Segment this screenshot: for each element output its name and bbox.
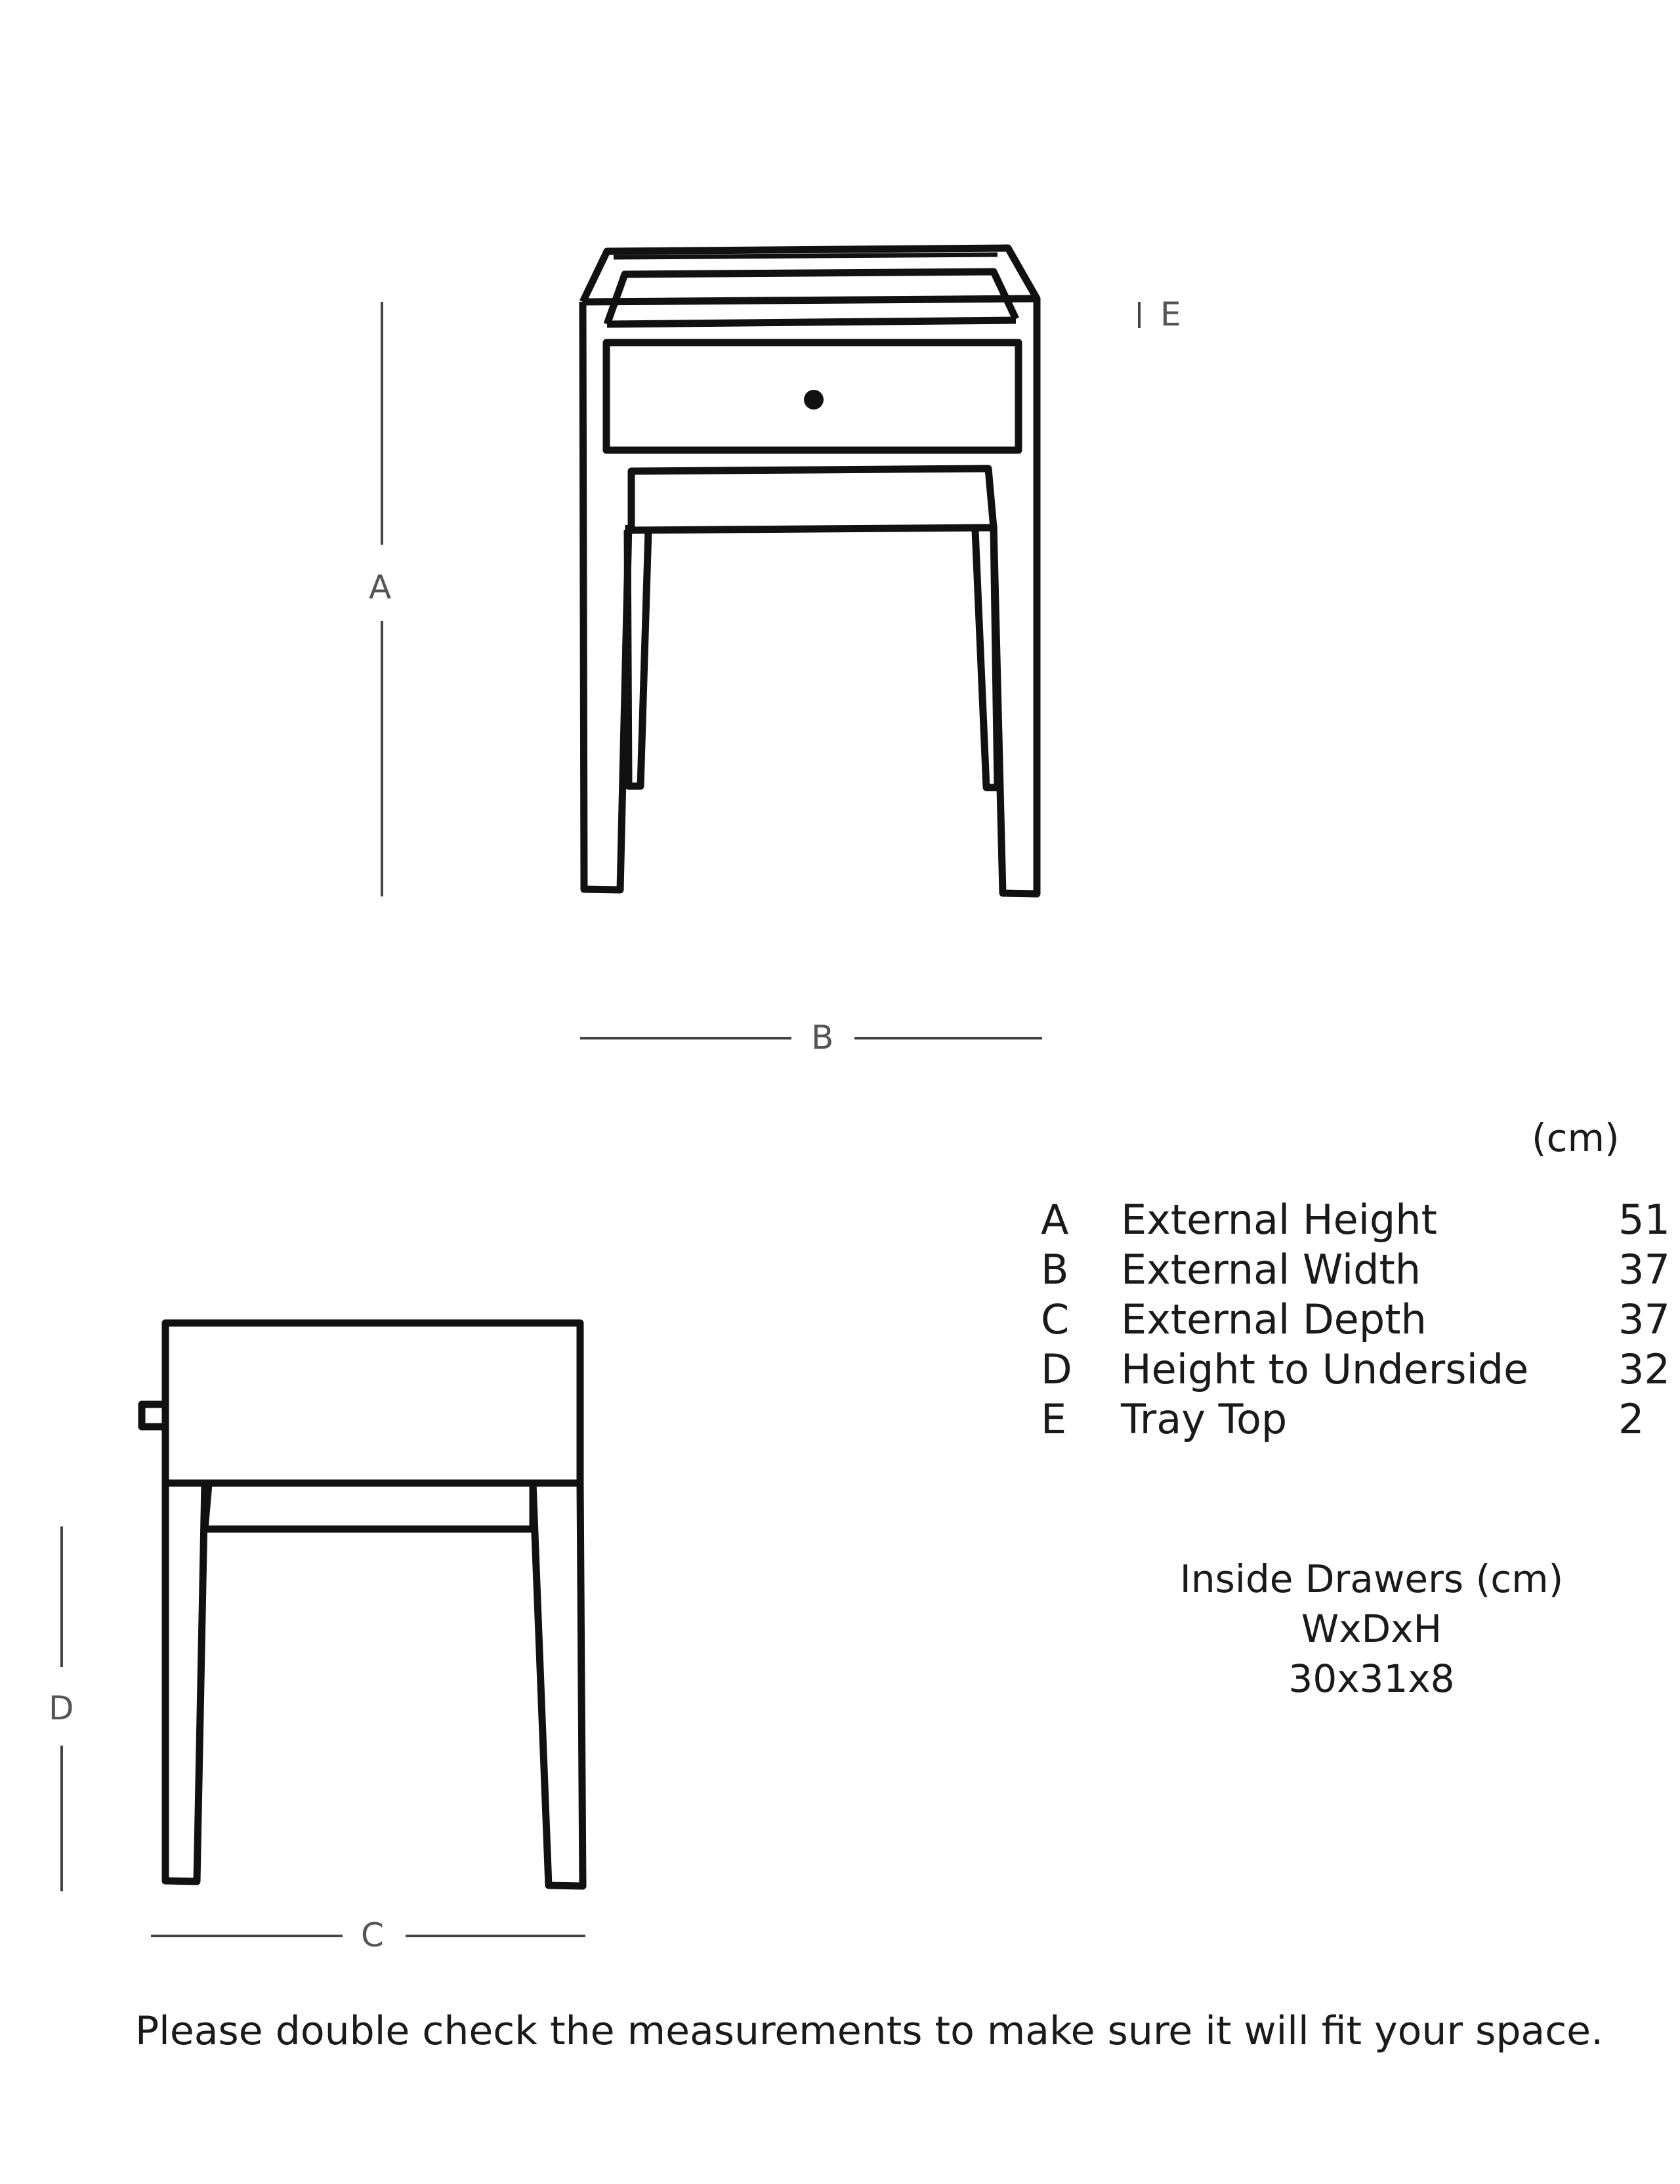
measurement-name: External Height	[1121, 1195, 1437, 1244]
measurement-value: 51	[1618, 1195, 1670, 1244]
drawer-knob	[804, 390, 824, 410]
measurement-row	[1041, 1394, 1671, 1444]
measurement-letter: B	[1041, 1245, 1069, 1293]
measurement-letter: E	[1041, 1395, 1067, 1443]
measurement-row	[1041, 1194, 1671, 1244]
measurement-value: 32	[1618, 1345, 1670, 1393]
measurement-name: External Depth	[1121, 1295, 1427, 1343]
footer-note: Please double check the measurements to make sure it will fit your space.	[135, 2008, 1604, 2054]
dimension-label-b: B	[811, 1018, 834, 1057]
inside-drawers-title: Inside Drawers (cm)	[1179, 1557, 1564, 1601]
side-view-drawing	[142, 1323, 583, 1886]
measurement-value: 37	[1618, 1245, 1670, 1293]
units-label: (cm)	[1532, 1116, 1620, 1160]
front-view-drawing	[583, 248, 1037, 894]
measurement-letter: A	[1041, 1195, 1069, 1244]
inside-drawers-dimensions: 30x31x8	[1288, 1656, 1455, 1701]
measurement-name: Tray Top	[1121, 1395, 1288, 1443]
measurement-name: External Width	[1121, 1245, 1421, 1293]
side-drawer	[165, 1323, 580, 1483]
dimension-label-c: C	[361, 1916, 384, 1954]
measurement-name: Height to Underside	[1121, 1345, 1529, 1393]
measurement-value: 37	[1618, 1295, 1670, 1343]
measurement-letter: C	[1041, 1295, 1070, 1343]
dimension-label-d: D	[49, 1689, 74, 1727]
inside-drawers-block	[1116, 1554, 1628, 1704]
dimension-label-a: A	[369, 568, 392, 606]
side-knob	[142, 1404, 165, 1427]
measurement-letter: D	[1041, 1345, 1072, 1393]
inside-drawers-format: WxDxH	[1301, 1606, 1442, 1651]
dimension-label-e: E	[1160, 295, 1181, 333]
measurement-value: 2	[1618, 1395, 1645, 1443]
measurement-row	[1041, 1344, 1671, 1394]
measurements-table	[1041, 1194, 1671, 1444]
measurement-row	[1041, 1244, 1671, 1294]
measurement-row	[1041, 1294, 1671, 1344]
